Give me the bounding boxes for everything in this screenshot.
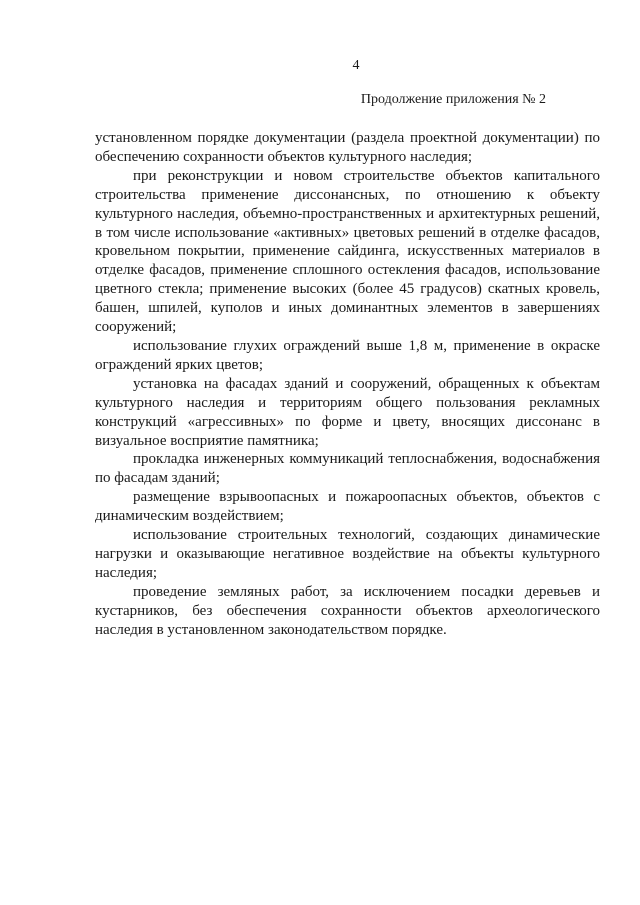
page-number: 4 <box>352 58 360 73</box>
paragraph-earthworks: проведение земляных работ, за исключением посадки деревьев и кустарников, без обеспечения сохранности объектов археологического наследия в установленном законодательством порядке. <box>95 583 600 638</box>
document-body <box>95 129 600 639</box>
paragraph-hazardous-objects: размещение взрывоопасных и пожароопасных объектов, объектов с динамическим воздействием; <box>95 489 600 525</box>
paragraph-construction-tech: использование строительных технологий, создающих динамические нагрузки и оказывающие негативное воздействие на объекты культурного наследия; <box>95 527 600 581</box>
appendix-continuation-header: Продолжение приложения № 2 <box>360 92 546 107</box>
paragraph-continuation: установленном порядке документации (раздела проектной документации) по обеспечению сохранности объектов культурного наследия; <box>95 130 600 165</box>
paragraph-utilities: прокладка инженерных коммуникаций теплоснабжения, водоснабжения по фасадам зданий; <box>95 451 600 487</box>
paragraph-reconstruction: при реконструкции и новом строительстве объектов капитального строительства применение диссонансных, по отношению к объекту культурного наследия, объемно-пространственных и архитектурных решений, в том числе использование «активных» цветовых решений в отделке фасадов, кровельном покрытии, применение сайдинга, искусственных материалов в отделке фасадов, применение сплошного остекления фасадов, использование цветного стекла; применение высоких (более 45 градусов) скатных кровель, башен, шпилей, куполов и иных доминантных элементов в завершениях сооружений; <box>95 167 600 336</box>
paragraph-advertising: установка на фасадах зданий и сооружений, обращенных к объектам культурного наследия и территориям общего пользования рекламных конструкций «агрессивных» по форме и цвету, вносящих диссонанс в визуальное восприятие памятника; <box>95 375 600 449</box>
paragraph-fences: использование глухих ограждений выше 1,8 м, применение в окраске ограждений ярких цветов; <box>95 337 600 373</box>
